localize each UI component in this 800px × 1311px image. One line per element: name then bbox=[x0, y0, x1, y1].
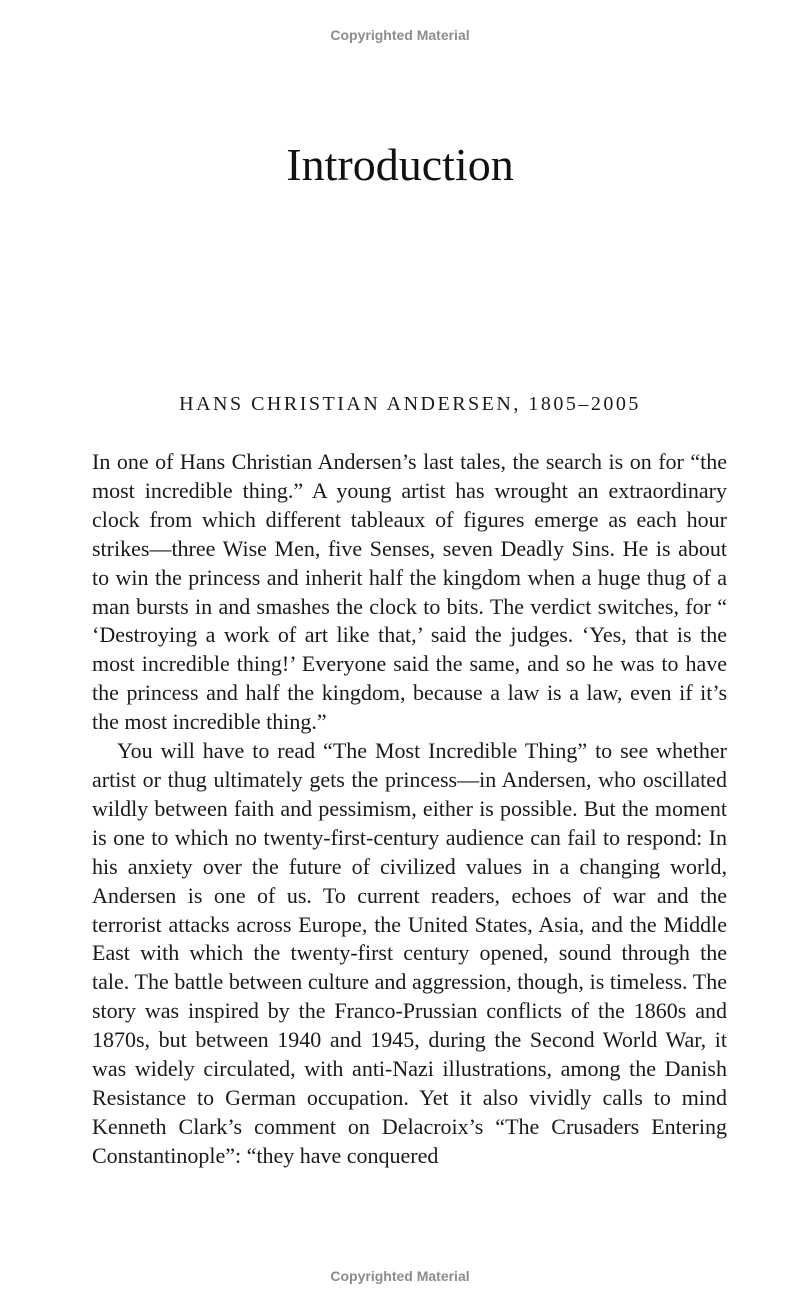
paragraph-2: You will have to read “The Most Incredible Thing” to see whether artist or thug ultimately gets the princess—in Andersen, who oscillated wildly between faith and pessimism, either is possible. But the moment is one to which no twenty-first-century audience can fail to respond: In his anxiety over the future of civilized values in a changing world, Andersen is one of us. To current readers, echoes of war and the terrorist attacks across Europe, the United States, Asia, and the Middle East with which the twenty-first century opened, sound through the tale. The battle between culture and aggression, though, is timeless. The story was inspired by the Franco-Prussian conflicts of the 1860s and 1870s, but between 1940 and 1945, during the Second World War, it was widely circulated, with anti-Nazi illustrations, among the Danish Resistance to German occupation. Yet it also vividly calls to mind Kenneth Clark’s comment on Delacroix’s “The Crusaders Entering Constantinople”: “they have conquered bbox=[92, 738, 727, 1168]
paragraph-1: In one of Hans Christian Andersen’s last tales, the search is on for “the most incredible thing.” A young artist has wrought an extraordinary clock from which different tableaux of figures emerge as each hour strikes—three Wise Men, five Senses, seven Deadly Sins. He is about to win the princess and inherit half the kingdom when a huge thug of a man bursts in and smashes the clock to bits. The verdict switches, for “ ‘Destroying a work of art like that,’ said the judges. ‘Yes, that is the most incredible thing!’ Everyone said the same, and so he was to have the princess and half the kingdom, because a law is a law, even if it’s the most incredible thing.” bbox=[92, 449, 727, 735]
copyright-watermark-top: Copyrighted Material bbox=[330, 27, 470, 43]
section-heading bbox=[0, 393, 800, 416]
body-text bbox=[92, 448, 727, 1171]
section-heading-years: 1805–2005 bbox=[528, 393, 641, 415]
section-heading-name: HANS CHRISTIAN ANDERSEN, bbox=[179, 393, 521, 415]
page-title: Introduction bbox=[286, 139, 514, 190]
copyright-watermark-bottom: Copyrighted Material bbox=[330, 1268, 470, 1284]
